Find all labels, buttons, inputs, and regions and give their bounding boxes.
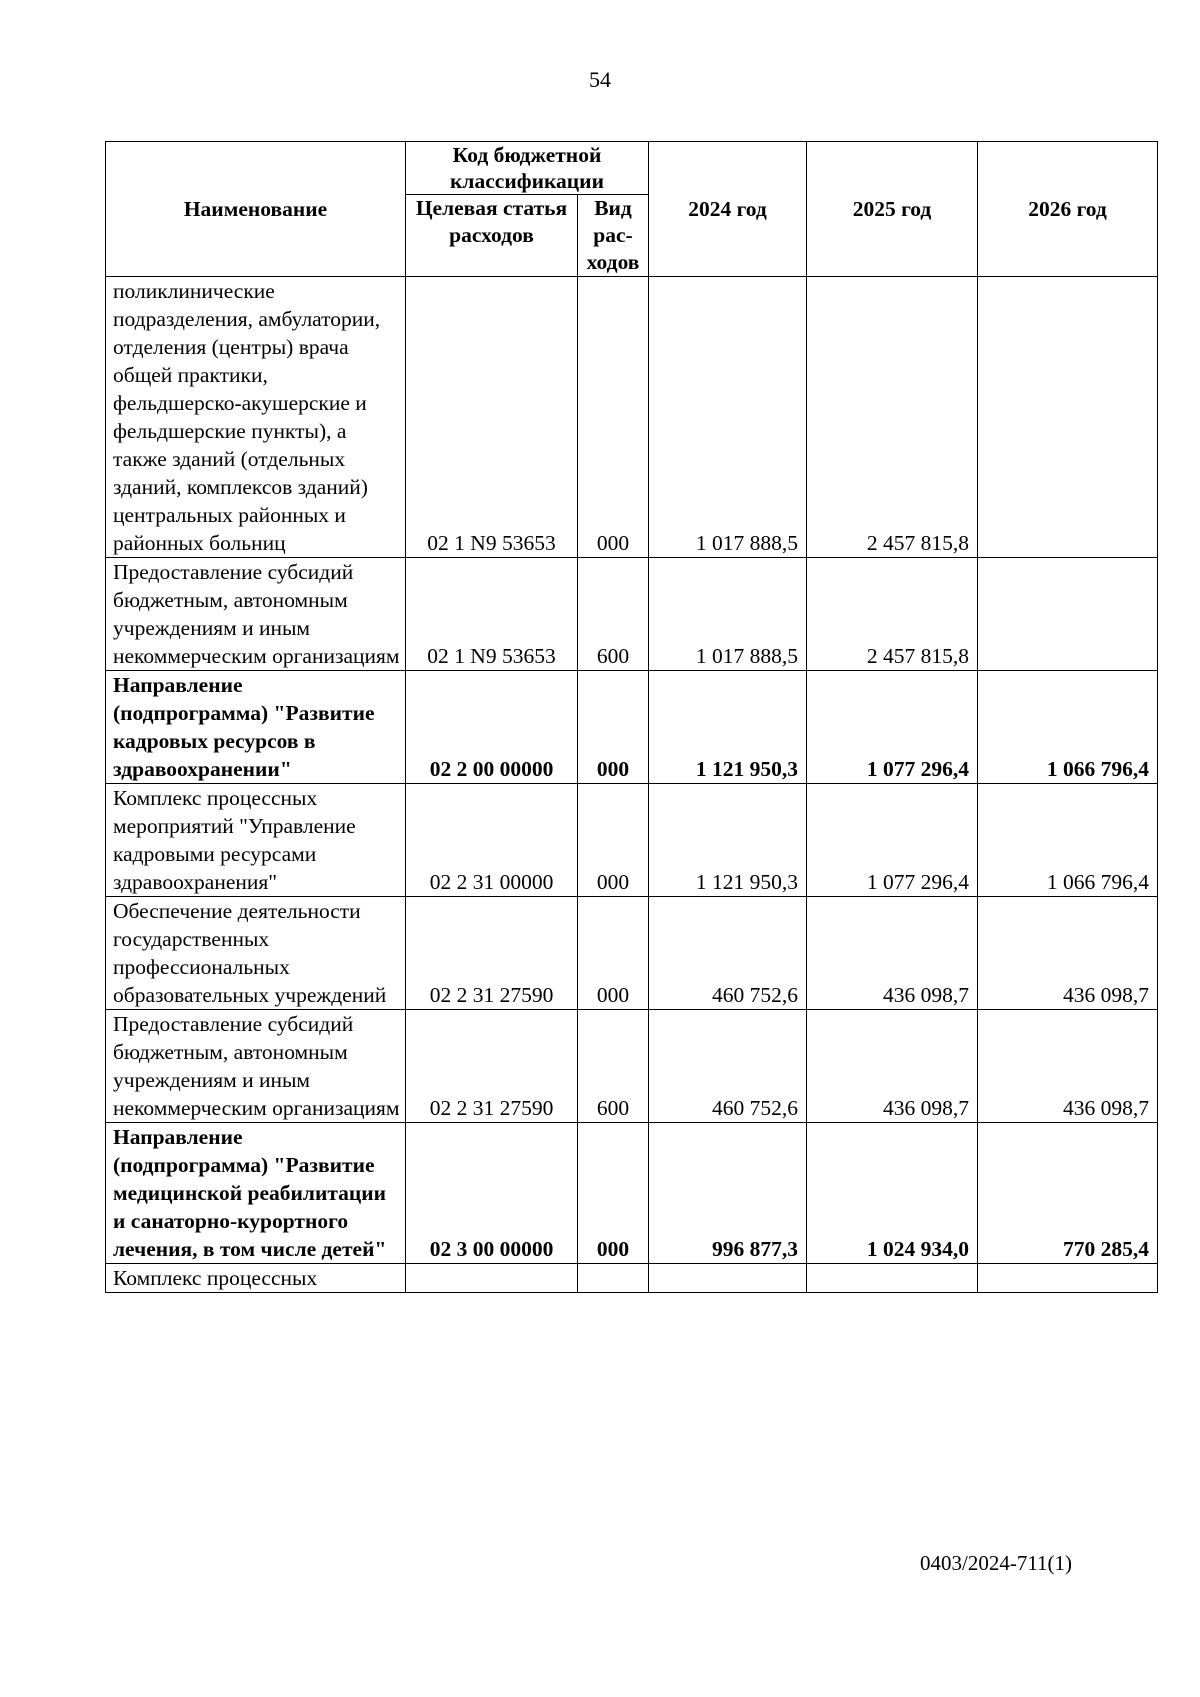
row-2024-cell: 1 121 950,3 xyxy=(649,671,807,784)
table-row xyxy=(106,558,1158,671)
row-2026-cell xyxy=(978,1264,1158,1293)
row-2025-cell xyxy=(807,1264,978,1293)
row-2025-cell: 2 457 815,8 xyxy=(807,277,978,558)
row-2024-cell: 996 877,3 xyxy=(649,1123,807,1264)
budget-table xyxy=(105,141,1158,1293)
row-2024-cell: 1 017 888,5 xyxy=(649,558,807,671)
row-2026-cell: 1 066 796,4 xyxy=(978,671,1158,784)
row-2024-cell: 1 121 950,3 xyxy=(649,784,807,897)
row-2025-cell: 1 024 934,0 xyxy=(807,1123,978,1264)
row-2026-cell: 770 285,4 xyxy=(978,1123,1158,1264)
header-year-2024: 2024 год xyxy=(649,142,807,277)
header-target-article: Целевая статья расходов xyxy=(406,195,578,277)
row-code-cell: 02 2 31 27590 xyxy=(406,897,578,1010)
row-2026-cell xyxy=(978,277,1158,558)
header-budget-code: Код бюджетной классификации xyxy=(406,142,649,195)
table-row xyxy=(106,671,1158,784)
row-kind-cell: 000 xyxy=(578,784,649,897)
row-2024-cell: 1 017 888,5 xyxy=(649,277,807,558)
row-2026-cell: 1 066 796,4 xyxy=(978,784,1158,897)
row-kind-cell: 600 xyxy=(578,1010,649,1123)
row-2025-cell: 1 077 296,4 xyxy=(807,784,978,897)
row-2024-cell: 460 752,6 xyxy=(649,897,807,1010)
row-2025-cell: 436 098,7 xyxy=(807,1010,978,1123)
document-code: 0403/2024-711(1) xyxy=(920,1551,1073,1575)
table-row xyxy=(106,1123,1158,1264)
row-name-cell: Предоставление субсидий бюджетным, автономным учреждениям и иным некоммерческим организациям xyxy=(106,558,406,671)
row-2025-cell: 1 077 296,4 xyxy=(807,671,978,784)
table-row xyxy=(106,1264,1158,1293)
table-row xyxy=(106,277,1158,558)
table-row xyxy=(106,784,1158,897)
row-2026-cell: 436 098,7 xyxy=(978,897,1158,1010)
row-2024-cell xyxy=(649,1264,807,1293)
row-name-cell: Обеспечение деятельности государственных профессиональных образовательных учреждений xyxy=(106,897,406,1010)
row-kind-cell: 000 xyxy=(578,671,649,784)
row-name-cell: Направление (подпрограмма) "Развитие медицинской реабилитации и санаторно-курортного лечения, в том числе детей" xyxy=(106,1123,406,1264)
row-kind-cell: 000 xyxy=(578,1123,649,1264)
table-row xyxy=(106,1010,1158,1123)
row-code-cell: 02 2 00 00000 xyxy=(406,671,578,784)
row-code-cell xyxy=(406,1264,578,1293)
row-code-cell: 02 3 00 00000 xyxy=(406,1123,578,1264)
row-name-cell: Направление (подпрограмма) "Развитие кадровых ресурсов в здравоохранении" xyxy=(106,671,406,784)
header-expense-type: Вид рас-ходов xyxy=(578,195,649,277)
table-body xyxy=(106,277,1158,1293)
page-number: 54 xyxy=(589,67,611,92)
row-kind-cell xyxy=(578,1264,649,1293)
header-year-2026: 2026 год xyxy=(978,142,1158,277)
row-code-cell: 02 2 31 27590 xyxy=(406,1010,578,1123)
row-name-cell: Предоставление субсидий бюджетным, автономным учреждениям и иным некоммерческим организациям xyxy=(106,1010,406,1123)
row-kind-cell: 600 xyxy=(578,558,649,671)
table-row xyxy=(106,897,1158,1010)
row-kind-cell: 000 xyxy=(578,277,649,558)
row-name-cell: Комплекс процессных xyxy=(106,1264,406,1293)
table-header xyxy=(106,142,1158,277)
row-2024-cell: 460 752,6 xyxy=(649,1010,807,1123)
header-year-2025: 2025 год xyxy=(807,142,978,277)
row-2026-cell: 436 098,7 xyxy=(978,1010,1158,1123)
row-name-cell: Комплекс процессных мероприятий "Управление кадровыми ресурсами здравоохранения" xyxy=(106,784,406,897)
row-name-cell: поликлинические подразделения, амбулатории, отделения (центры) врача общей практики, фельдшерско-акушерские и фельдшерские пункты), а также зданий (отдельных зданий, комплексов зданий) центральных районных и районных больниц xyxy=(106,277,406,558)
row-kind-cell: 000 xyxy=(578,897,649,1010)
row-2025-cell: 2 457 815,8 xyxy=(807,558,978,671)
row-2026-cell xyxy=(978,558,1158,671)
header-name: Наименование xyxy=(106,142,406,277)
row-code-cell: 02 1 N9 53653 xyxy=(406,558,578,671)
row-code-cell: 02 1 N9 53653 xyxy=(406,277,578,558)
row-2025-cell: 436 098,7 xyxy=(807,897,978,1010)
row-code-cell: 02 2 31 00000 xyxy=(406,784,578,897)
